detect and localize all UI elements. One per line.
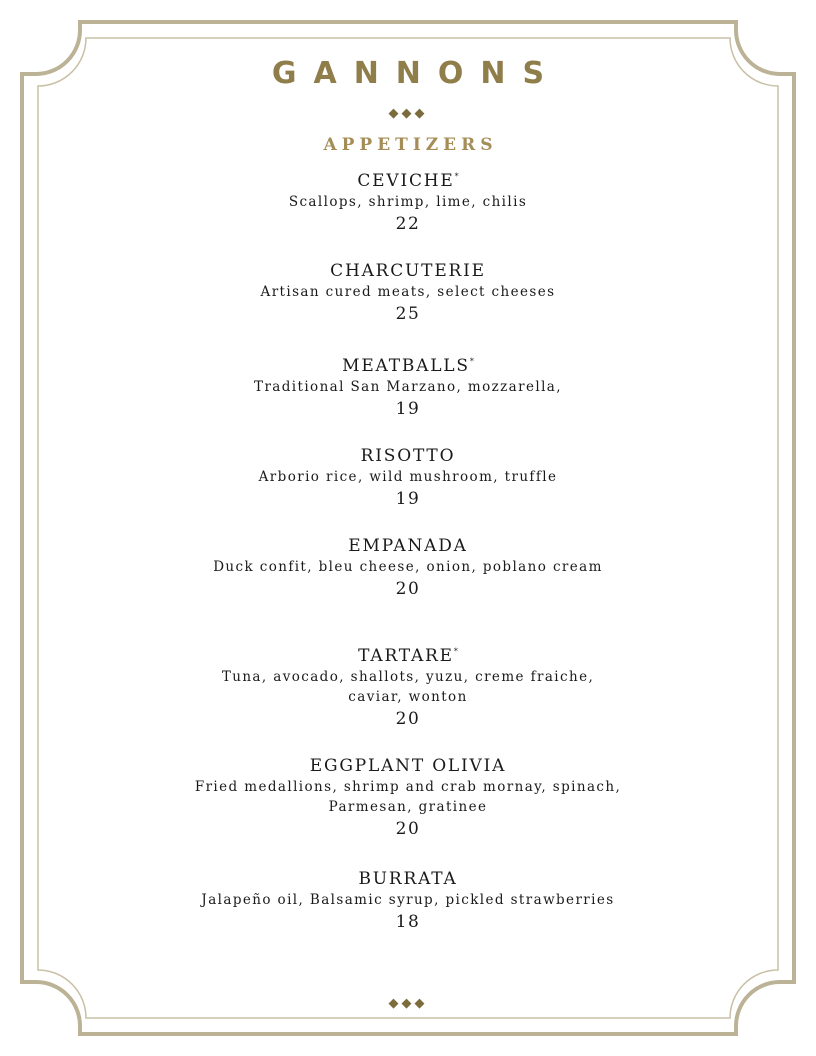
item-name: TARTARE* xyxy=(358,646,458,666)
menu-item xyxy=(180,641,636,731)
menu-item xyxy=(180,531,636,601)
item-name: RISOTTO xyxy=(360,446,456,466)
item-description: Scallops, shrimp, lime, chilis xyxy=(288,194,528,210)
item-name: EMPANADA xyxy=(348,536,468,556)
item-description: Traditional San Marzano, mozzarella, xyxy=(254,379,562,395)
menu-item xyxy=(180,166,636,236)
item-description: Jalapeño oil, Balsamic syrup, pickled strawberries xyxy=(201,892,615,908)
section-title: APPETIZERS xyxy=(323,135,498,155)
item-description: Arborio rice, wild mushroom, truffle xyxy=(258,469,558,485)
item-price: 20 xyxy=(395,579,421,599)
item-price: 20 xyxy=(395,709,421,729)
item-name: EGGPLANT OLIVIA xyxy=(309,756,507,776)
diamond-ornament-bottom: ◆◆◆ xyxy=(388,996,428,1011)
item-price: 19 xyxy=(395,399,421,419)
item-price: 18 xyxy=(395,912,421,932)
item-price: 25 xyxy=(395,304,421,324)
item-price: 19 xyxy=(395,489,421,509)
item-description: Tuna, avocado, shallots, yuzu, creme fraiche, caviar, wonton xyxy=(221,669,595,705)
menu-item xyxy=(180,864,636,934)
item-description: Duck confit, bleu cheese, onion, poblano cream xyxy=(213,559,603,575)
item-price: 20 xyxy=(395,819,421,839)
item-name: BURRATA xyxy=(358,869,458,889)
item-name: CHARCUTERIE xyxy=(330,261,486,281)
asterisk-mark: * xyxy=(454,172,459,181)
asterisk-mark: * xyxy=(453,647,458,656)
diamond-ornament-top: ◆◆◆ xyxy=(388,106,428,121)
restaurant-logo: GANNONS xyxy=(271,56,562,91)
item-description: Fried medallions, shrimp and crab mornay, spinach, Parmesan, gratinee xyxy=(194,779,622,815)
menu-item xyxy=(180,256,636,326)
menu-item xyxy=(180,751,636,841)
menu-item xyxy=(180,441,636,511)
item-price: 22 xyxy=(395,214,421,234)
menu-item xyxy=(180,351,636,421)
item-description: Artisan cured meats, select cheeses xyxy=(260,284,556,300)
asterisk-mark: * xyxy=(469,357,474,366)
item-name: MEATBALLS* xyxy=(342,356,474,376)
item-name: CEVICHE* xyxy=(357,171,459,191)
